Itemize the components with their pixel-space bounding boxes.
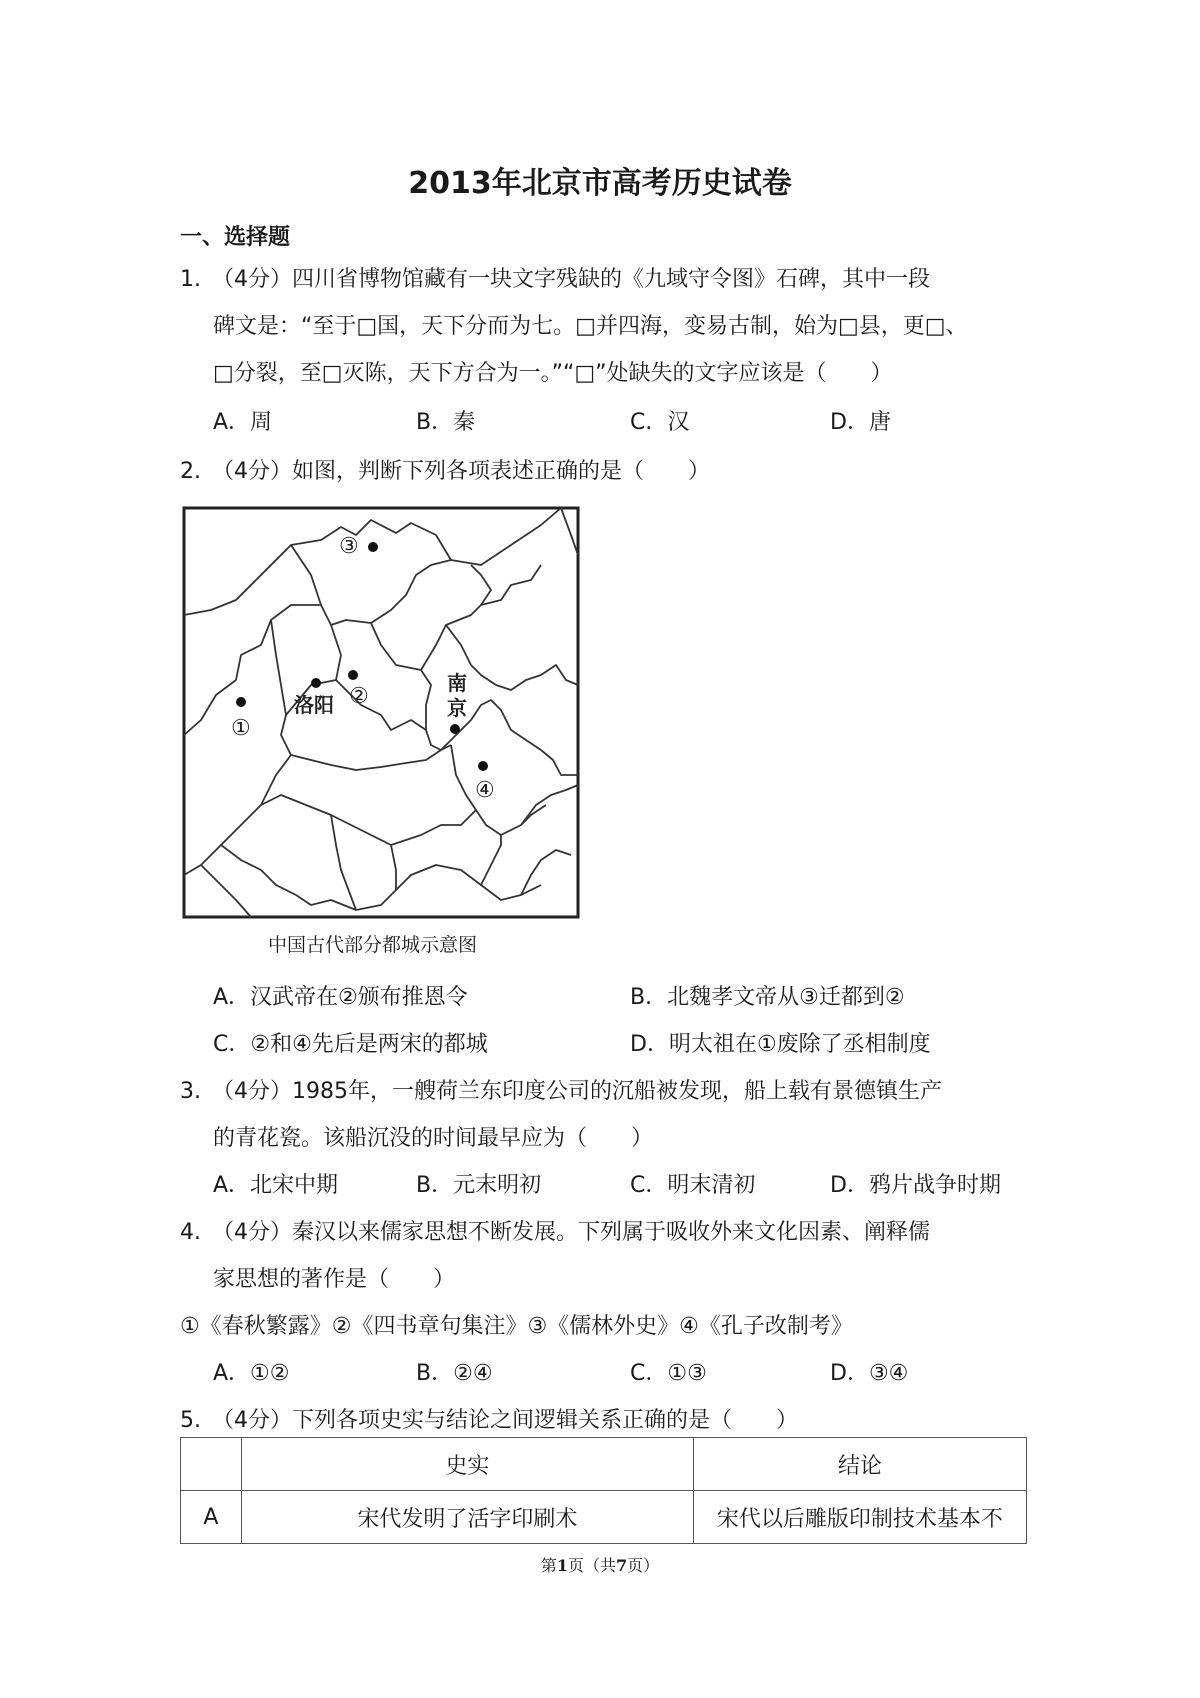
table-cell: A: [181, 1491, 242, 1544]
page-title: 2013年北京市高考历史试卷: [408, 166, 792, 201]
q3-option-c: C．明末清初: [630, 1173, 756, 1198]
map-marker-1: ①: [231, 716, 251, 741]
map-label-luoyang: 洛阳: [294, 693, 334, 717]
section-heading: 一、选择题: [180, 225, 291, 250]
map-label-nanjing-2: 京: [447, 696, 467, 720]
footer-post: 页）: [627, 1556, 660, 1575]
table-header-cell: 史实: [241, 1438, 693, 1491]
q2-option-b: B．北魏孝文帝从③迁都到②: [630, 985, 905, 1010]
map-label-nanjing-1: 南: [447, 671, 467, 695]
q4-option-c: C．①③: [630, 1361, 707, 1386]
map-marker-3: ③: [339, 534, 359, 559]
q4-line-2: 家思想的著作是（ ）: [213, 1267, 456, 1292]
q2-option-a: A．汉武帝在②颁布推恩令: [213, 985, 468, 1010]
q1-option-c: C．汉: [630, 410, 690, 435]
q2-option-c: C．②和④先后是两宋的都城: [213, 1032, 488, 1057]
table-cell: 宋代以后雕版印制技术基本不: [693, 1491, 1026, 1544]
page-footer: [0, 1553, 1200, 1576]
q4-option-b: B．②④: [416, 1361, 493, 1386]
q5-line-1: 5. （4分）下列各项史实与结论之间逻辑关系正确的是（ ）: [180, 1408, 798, 1433]
table-row: [181, 1491, 1027, 1544]
table-header-cell: [181, 1438, 242, 1491]
q2-option-d: D．明太祖在①废除了丞相制度: [630, 1032, 931, 1057]
q3-line-2: 的青花瓷。该船沉没的时间最早应为（ ）: [213, 1126, 654, 1151]
q1-line-2: 碑文是：“至于□国，天下分而为七。□并四海，变易古制，始为□县，更□、: [213, 314, 968, 339]
q5-table: [180, 1437, 1027, 1544]
q1-option-d: D．唐: [830, 410, 891, 435]
q1-option-b: B．秦: [416, 410, 476, 435]
map-marker-4: ④: [475, 778, 495, 803]
q4-option-a: A．①②: [213, 1361, 290, 1386]
q3-option-a: A．北宋中期: [213, 1173, 339, 1198]
table-cell: 宋代发明了活字印刷术: [241, 1491, 693, 1544]
q1-line-3: □分裂，至□灭陈，天下方合为一。”“□”处缺失的文字应该是（ ）: [213, 361, 893, 386]
q4-line-1: 4. （4分）秦汉以来儒家思想不断发展。下列属于吸收外来文化因素、阐释儒: [180, 1220, 930, 1245]
footer-page-number: 1: [556, 1556, 568, 1575]
q3-option-d: D．鸦片战争时期: [830, 1173, 1001, 1198]
q2-line-1: 2. （4分）如图，判断下列各项表述正确的是（ ）: [180, 459, 710, 484]
table-header-row: [181, 1438, 1027, 1491]
capital-cities-map: [181, 505, 581, 920]
footer-pre: 第: [540, 1556, 557, 1575]
q3-option-b: B．元末明初: [416, 1173, 542, 1198]
q4-line-3: ①《春秋繁露》②《四书章句集注》③《儒林外史》④《孔子改制考》: [180, 1314, 853, 1339]
q1-line-1: 1. （4分）四川省博物馆藏有一块文字残缺的《九域守令图》石碑，其中一段: [180, 267, 930, 292]
q1-option-a: A．周: [213, 410, 273, 435]
q3-line-1: 3. （4分）1985年，一艘荷兰东印度公司的沉船被发现，船上载有景德镇生产: [180, 1079, 942, 1104]
map-caption: 中国古代部分都城示意图: [268, 934, 478, 956]
footer-total-pages: 7: [616, 1556, 628, 1575]
q4-option-d: D．③④: [830, 1361, 909, 1386]
table-header-cell: 结论: [693, 1438, 1026, 1491]
map-marker-2: ②: [349, 684, 369, 709]
footer-mid: 页（共: [567, 1556, 616, 1575]
